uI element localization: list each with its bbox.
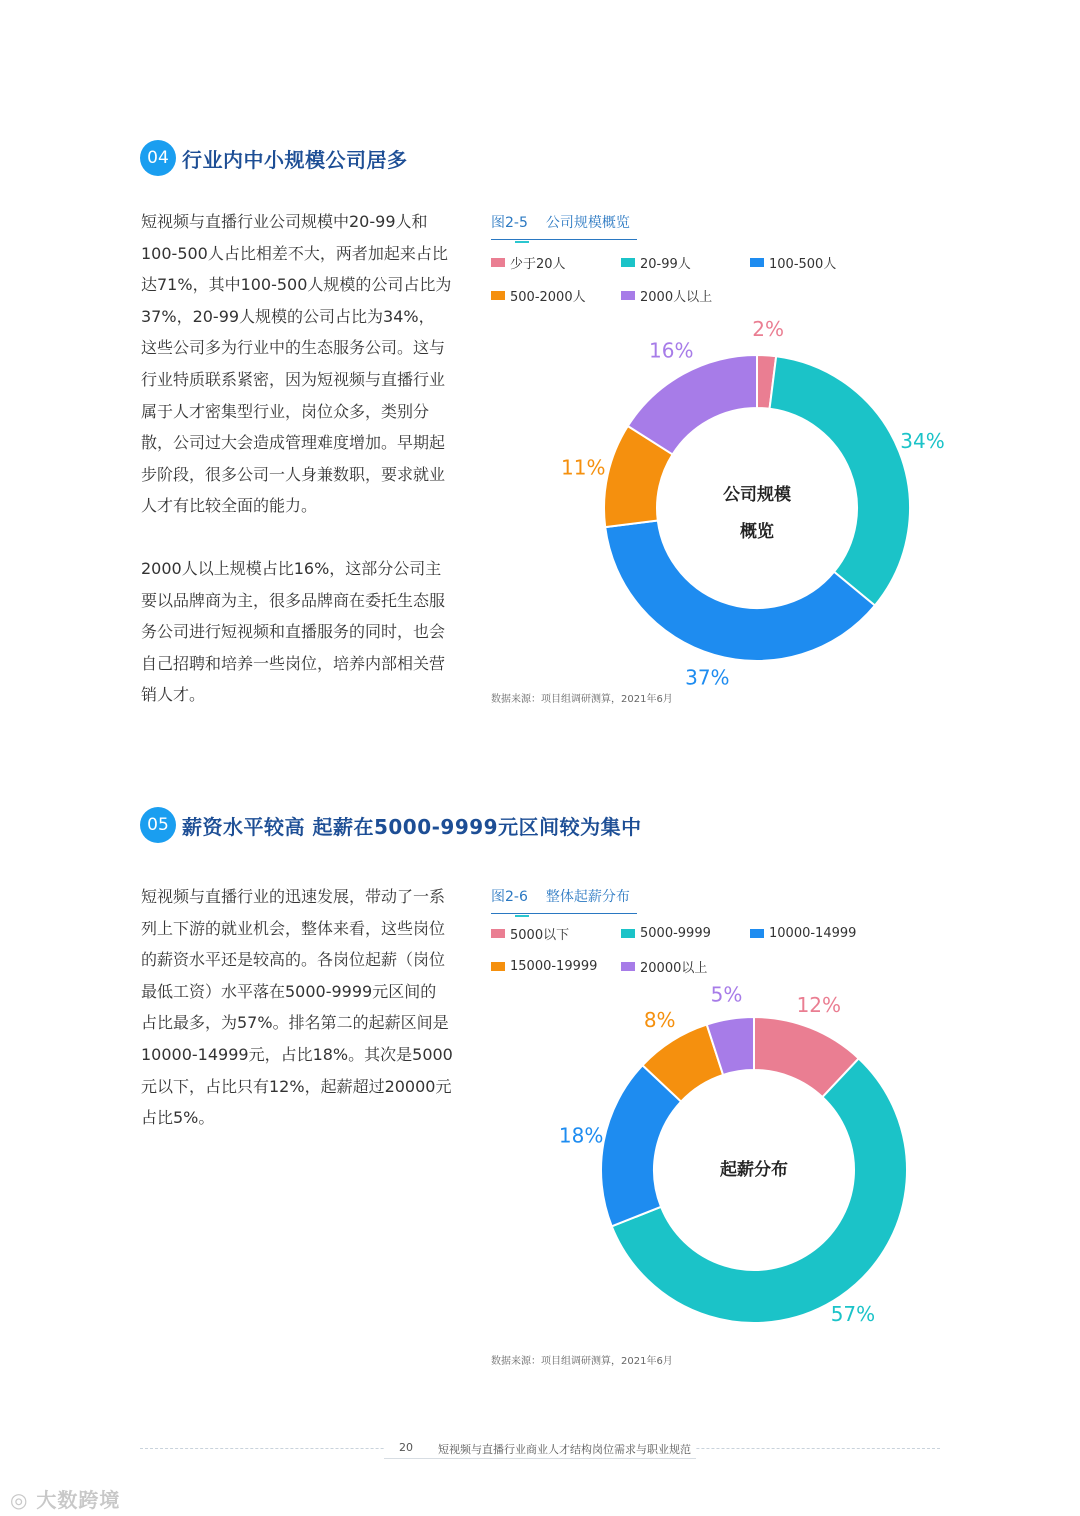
text-line: 人才有比较全面的能力。: [141, 496, 318, 516]
text-line: 销人才。: [141, 685, 206, 705]
slice-data-label: 8%: [643, 1007, 676, 1032]
text-line: 属于人才密集型行业，岗位众多，类别分: [141, 401, 430, 421]
legend-label: 500-2000人: [510, 289, 586, 305]
text-line: 37%，20-99人规模的公司占比为34%，: [141, 306, 435, 326]
text-line: 的薪资水平还是较高的。各岗位起薪（岗位: [141, 950, 446, 970]
text-line: 步阶段，很多公司一人身兼数职，要求就业: [141, 464, 446, 484]
slice-data-label: 34%: [900, 428, 945, 453]
legend-label: 100-500人: [769, 256, 837, 272]
text-line: 10000-14999元，占比18%。其次是5000: [141, 1044, 453, 1064]
section-title: 薪资水平较高 起薪在5000-9999元区间较为集中: [182, 814, 642, 839]
text-line: 自己招聘和培养一些岗位，培养内部相关营: [141, 653, 446, 673]
slice-data-label: 2%: [752, 316, 785, 341]
text-line: 2000人以上规模占比16%，这部分公司主: [141, 559, 442, 578]
legend-label: 10000-14999: [769, 925, 857, 941]
slice-data-label: 57%: [830, 1302, 876, 1327]
text-line: 这些公司多为行业中的生态服务公司。这与: [141, 338, 446, 358]
legend-label: 少于20人: [510, 256, 566, 272]
figure-2-6-source: 数据来源：项目组调研测算，2021年6月: [491, 1356, 673, 1367]
slice-data-label: 12%: [796, 992, 842, 1017]
figure-number: 图2-5: [491, 215, 528, 231]
text-line: 行业特质联系紧密，因为短视频与直播行业: [141, 369, 446, 389]
text-line: 散，公司过大会造成管理难度增加。早期起: [141, 433, 446, 453]
text-line: 务公司进行短视频和直播服务的同时，也会: [141, 622, 446, 642]
text-line: 短视频与直播行业公司规模中20-99人和: [141, 212, 428, 231]
legend-label: 5000-9999: [640, 925, 711, 941]
slice-data-label: 16%: [649, 338, 694, 363]
watermark-text: 大数跨境: [36, 1488, 121, 1512]
watermark-icon: ◎: [10, 1488, 29, 1512]
slice-data-label: 11%: [561, 455, 606, 480]
text-line: 100-500人占比相差不大，两者加起来占比: [141, 243, 448, 263]
figure-title-text: 公司规模概览: [545, 215, 630, 231]
section-number-badge: 05: [140, 807, 176, 843]
donut-center-label: 概览: [740, 522, 774, 542]
legend-label: 2000人以上: [640, 289, 713, 305]
page-number: 20: [399, 1441, 413, 1454]
figure-title-text: 整体起薪分布: [545, 889, 630, 905]
text-line: 列上下游的就业机会，整体来看，这些岗位: [141, 918, 446, 938]
donut-center-label: 公司规模: [723, 485, 791, 505]
text-line: 占比5%。: [141, 1108, 215, 1128]
slice-data-label: 18%: [558, 1123, 604, 1148]
slice-data-label: 37%: [685, 665, 730, 690]
figure-number: 图2-6: [491, 889, 528, 905]
text-line: 短视频与直播行业的迅速发展，带动了一系: [141, 887, 446, 906]
section-title: 行业内中小规模公司居多: [182, 147, 408, 172]
legend-label: 20-99人: [640, 256, 691, 272]
report-title: 短视频与直播行业商业人才结构岗位需求与职业规范: [438, 1443, 691, 1456]
text-line: 要以品牌商为主，很多品牌商在委托生态服: [141, 590, 446, 610]
slice-data-label: 5%: [710, 982, 743, 1007]
figure-2-5-source: 数据来源：项目组调研测算，2021年6月: [491, 694, 673, 705]
legend-label: 15000-19999: [510, 958, 598, 974]
legend-label: 20000以上: [640, 960, 708, 976]
text-line: 最低工资）水平落在5000-9999元区间的: [141, 981, 437, 1001]
section-number-badge: 04: [140, 140, 176, 176]
text-line: 元以下，占比只有12%，起薪超过20000元: [141, 1076, 452, 1096]
legend-label: 5000以下: [510, 927, 570, 943]
text-line: 达71%，其中100-500人规模的公司占比为: [141, 275, 452, 295]
donut-center-label: 起薪分布: [720, 1160, 788, 1180]
text-line: 占比最多，为57%。排名第二的起薪区间是: [141, 1013, 449, 1033]
watermark-logo: [10, 1484, 120, 1513]
